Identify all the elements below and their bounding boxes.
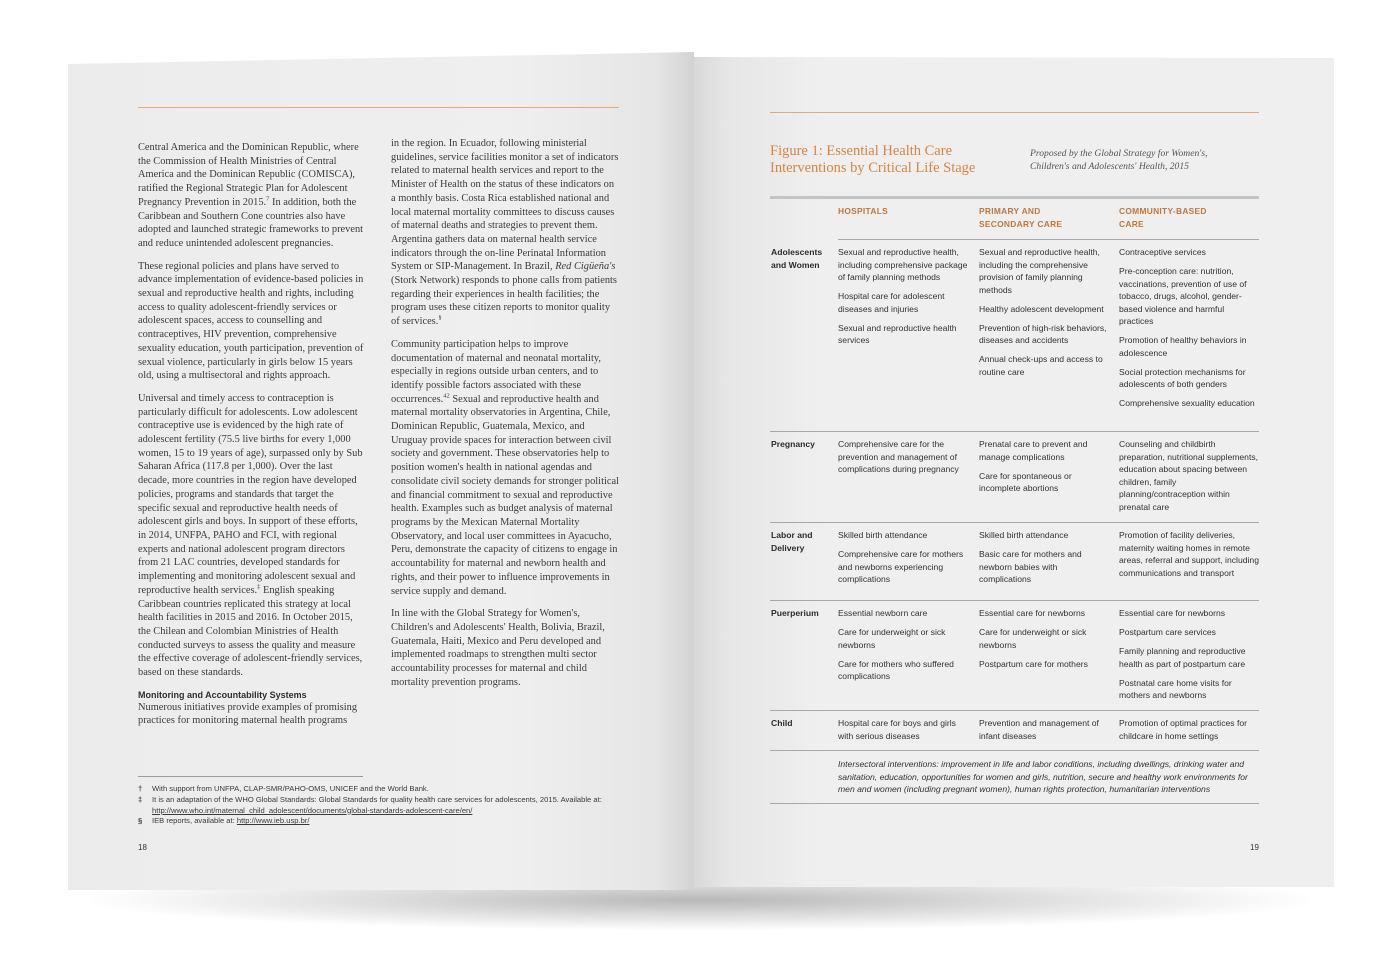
footnote-link[interactable]: http://www.who.int/maternal_child_adolescent/documents/global-standards-adolescent-care/en/	[152, 805, 473, 815]
intervention-item: Sexual and reproductive health, including comprehensive package of family planning methods	[838, 247, 968, 282]
body-paragraph: in the region. In Ecuador, following ministerial guidelines, service facilities monitor a set of indicators related to maternal health services and report to the Minister of Health on the status of these indicators on a monthly basis. Costa Rica established national and local maternal mortality committees to discuss causes of maternal deaths and strategies to prevent them. Argentina gathers data on maternal health service indicators through the on-line Perinatal Information System or SIP-Management. In Brazil, Red Cigüeña's (Stork Network) responds to phone calls from patients regarding their experiences in health facilities; the program uses these citizen reports to monitor quality of services.§	[391, 138, 619, 328]
table-cell-hospitals	[838, 607, 972, 689]
life-stage-label: Pregnancy	[771, 439, 815, 449]
intervention-item: Prevention of high-risk behaviors, diseases and accidents	[979, 322, 1107, 345]
life-stage-label: Puerperium	[771, 608, 819, 618]
table-cell-primary	[979, 607, 1111, 677]
intervention-item: Essential newborn care	[838, 608, 928, 618]
body-paragraph: Numerous initiatives provide examples of promising practices for monitoring maternal health programs	[138, 701, 358, 727]
table-cell-community	[1119, 717, 1259, 749]
table-top-rule	[770, 196, 1259, 199]
table-cell-community	[1119, 607, 1259, 708]
column-header-primary-secondary-care: PRIMARY AND SECONDARY CARE	[979, 206, 1063, 229]
intervention-item: Skilled birth attendance	[838, 530, 928, 540]
footnote-rule	[138, 776, 363, 777]
body-paragraph: These regional policies and plans have served to advance implementation of evidence-based policies in sexual and reproductive health and rights, including access to quality adolescent-friendly services or adolescent spaces, access to counselling and contraceptives, HIV prevention, comprehensive sexuality education, youth participation, prevention of sexual violence, particularly in girls below 15 years old, using a multisectoral and rights approach.	[138, 260, 364, 382]
intervention-item: Sexual and reproductive health, including the comprehensive provision of family planning methods	[979, 247, 1100, 295]
intervention-item: Hospital care for boys and girls with serious diseases	[838, 718, 956, 741]
figure-title: Figure 1: Essential Health Care Interventions by Critical Life Stage	[770, 143, 976, 176]
intervention-item: Postnatal care home visits for mothers and newborns	[1119, 677, 1232, 700]
intervention-item: Annual check-ups and access to routine care	[979, 354, 1103, 377]
table-cell-hospitals	[838, 438, 972, 482]
footnote	[138, 784, 608, 795]
column-header-community-based-care: COMMUNITY-BASED CARE	[1119, 206, 1207, 229]
intervention-item: Postpartum care services	[1119, 627, 1216, 637]
table-header-rule	[838, 239, 1259, 240]
page-number-left: 18	[138, 843, 147, 852]
right-header-rule	[770, 112, 1259, 113]
table-cell-community	[1119, 438, 1259, 520]
footnote-text: IEB reports, available at: http://www.ieb.usp.br/	[152, 816, 310, 826]
footnote-mark: †	[138, 784, 143, 793]
intervention-item: Hospital care for adolescent diseases and injuries	[838, 291, 945, 314]
figure-source-note: Proposed by the Global Strategy for Women's, Children's and Adolescents' Health, 2015	[1030, 148, 1208, 172]
footnote	[138, 816, 608, 827]
intervention-item: Comprehensive care for the prevention and management of complications during pregnancy	[838, 439, 959, 474]
page-number-right: 19	[1250, 843, 1259, 852]
table-cell-hospitals	[838, 246, 972, 353]
table-row-rule	[770, 750, 1259, 751]
intervention-item: Promotion of facility deliveries, maternity waiting homes in remote areas, referral and support, including communications and transport	[1119, 530, 1259, 578]
life-stage-label: Adolescents and Women	[771, 247, 823, 270]
intervention-item: Contraceptive services	[1119, 247, 1206, 257]
footnote	[138, 795, 608, 817]
footnote-link[interactable]: http://www.ieb.usp.br/	[236, 816, 310, 826]
body-paragraph: Universal and timely access to contraception is particularly difficult for adolescents. Low adolescent contraceptive use is evidenced by the high rate of adolescent fertility (75.5 live births for every 1,000 women, 15 to 19 years of age), surpassed only by Sub Saharan Africa (117.8 per 1,000). Over the last decade, more countries in the region have developed policies, programs and standards that target the specific sexual and reproductive health needs of adolescent girls and boys. In support of these efforts, in 2014, UNFPA, PAHO and FCI, with regional experts and national adolescent program directors from 21 LAC countries, developed standards for implementing and monitoring adolescent sexual and reproductive health services.‡ English speaking Caribbean countries replicated this strategy at local health facilities in 2015 and 2016. In October 2015, the Chilean and Colombian Ministries of Health conducted surveys to assess the quality and measure the effective coverage of adolescent-friendly services, based on these standards.	[138, 392, 363, 679]
footnote-mark: ‡	[138, 794, 143, 804]
intervention-item: Basic care for mothers and newborn babies with complications	[979, 549, 1082, 584]
intervention-item: Essential care for newborns	[1119, 608, 1226, 618]
intervention-item: Care for mothers who suffered complications	[838, 658, 954, 681]
intervention-item: Sexual and reproductive health services	[838, 322, 957, 345]
left-text-column-2	[391, 137, 621, 698]
intervention-item: Comprehensive care for mothers and newborns experiencing complications	[838, 549, 964, 584]
intervention-item: Promotion of optimal practices for childcare in home settings	[1119, 718, 1248, 741]
table-row-rule	[770, 431, 1259, 432]
life-stage-label: Child	[771, 718, 793, 728]
table-row-rule	[770, 522, 1259, 523]
footnote-text: It is an adaptation of the WHO Global Standards: Global Standards for quality health care services for adolescents, 2015. Available at: http://www.who.int/maternal_child_adolescent/documents/global-standards-adolescent-care/en/	[152, 794, 602, 815]
table-cell-community	[1119, 529, 1259, 586]
footnote-reference: §	[438, 314, 442, 322]
table-cell-hospitals	[838, 529, 972, 592]
intervention-item: Prenatal care to prevent and manage complications	[979, 439, 1088, 462]
intervention-item: Skilled birth attendance	[979, 530, 1069, 540]
table-cell-community	[1119, 246, 1259, 416]
intervention-item: Promotion of healthy behaviors in adolescence	[1119, 335, 1247, 358]
intervention-item: Care for underweight or sick newborns	[979, 627, 1087, 650]
life-stage-label: Labor and Delivery	[771, 530, 813, 553]
intervention-item: Comprehensive sexuality education	[1119, 398, 1255, 408]
table-cell-hospitals	[838, 717, 972, 749]
footnote-text: With support from UNFPA, CLAP-SMR/PAHO-OMS, UNICEF and the World Bank.	[152, 784, 429, 793]
table-row-rule	[770, 600, 1259, 601]
table-cell-primary	[979, 717, 1111, 749]
intervention-item: Postpartum care for mothers	[979, 658, 1088, 669]
intervention-item: Care for spontaneous or incomplete abortions	[979, 470, 1072, 493]
section-heading: Monitoring and Accountability Systems	[138, 689, 307, 700]
intervention-item: Essential care for newborns	[979, 608, 1086, 618]
intervention-item: Healthy adolescent development	[979, 303, 1104, 314]
column-header-hospitals: HOSPITALS	[838, 206, 889, 216]
table-row-rule	[770, 710, 1259, 711]
footnote-reference: 42	[443, 392, 450, 400]
left-text-column-1	[138, 141, 364, 737]
table-cell-primary	[979, 246, 1111, 385]
footnote-mark: §	[138, 816, 143, 826]
body-paragraph: Central America and the Dominican Republic, where the Commission of Health Ministries of Central America and the Dominican Republic (COMISCA), ratified the Regional Strategic Plan for Adolescent Pregnancy Prevention in 2015.$^7$ In addition, both the Caribbean and Southern Cone countries also have adopted and launched strategic frameworks to prevent and reduce unintended adolescent pregnancies.	[138, 142, 364, 249]
intervention-item: Care for underweight or sick newborns	[838, 627, 946, 650]
intervention-item: Prevention and management of infant diseases	[979, 718, 1099, 741]
intervention-item: Family planning and reproductive health as part of postpartum care	[1119, 646, 1246, 669]
intervention-item: Pre-conception care: nutrition, vaccinations, prevention of use of tobacco, drugs, alcohol, gender-based violence and harmful practices	[1119, 266, 1247, 326]
body-paragraph: In line with the Global Strategy for Women's, Children's and Adolescents' Health, Bolivia, Brazil, Guatemala, Haiti, Mexico and Peru developed and implemented roadmaps to strengthen multi sector accountability processes for maternal and child mortality prevention programs.	[391, 608, 605, 688]
intervention-item: Social protection mechanisms for adolescents of both genders	[1119, 366, 1246, 389]
intervention-item: Counseling and childbirth preparation, nutritional supplements, education about spacing between children, family planning/contraception within prenatal care	[1119, 439, 1259, 512]
footnotes	[138, 784, 608, 827]
footnote-reference: 7	[266, 195, 270, 203]
footnote-reference: ‡	[257, 583, 261, 591]
table-cell-primary	[979, 529, 1111, 592]
intersectoral-note: Intersectoral interventions: improvement in life and labor conditions, including dwellings, drinking water and sanitation, education, opportunities for women and girls, nutrition, secure and healthy work environments for men and women (including pregnant women), human rights protection, humanitarian interventions	[838, 759, 1248, 794]
left-header-rule	[138, 107, 619, 108]
table-bottom-rule	[770, 803, 1259, 804]
body-paragraph: Community participation helps to improve documentation of maternal and neonatal mortality, especially in regions outside urban centers, and to identify possible factors associated with these occurrences.$^{42}$ Sexual and reproductive health and maternal mortality observatories in Argentina, Chile, Dominican Republic, Guatemala, Mexico, and Uruguay provide spaces for interaction between civil society and government. These observatories help to position women's health in national agendas and consolidate civil society demands for stronger political and financial commitment to sexual and reproductive health. Examples such as budget analysis of maternal programs by the Mexican Maternal Mortality Observatory, and local user committees in Ayacucho, Peru, demonstrate the capacity of citizens to engage in accountability for maternal and newborn health and rights, and their power to influence improvements in service supply and demand.	[391, 338, 619, 597]
table-cell-primary	[979, 438, 1111, 501]
